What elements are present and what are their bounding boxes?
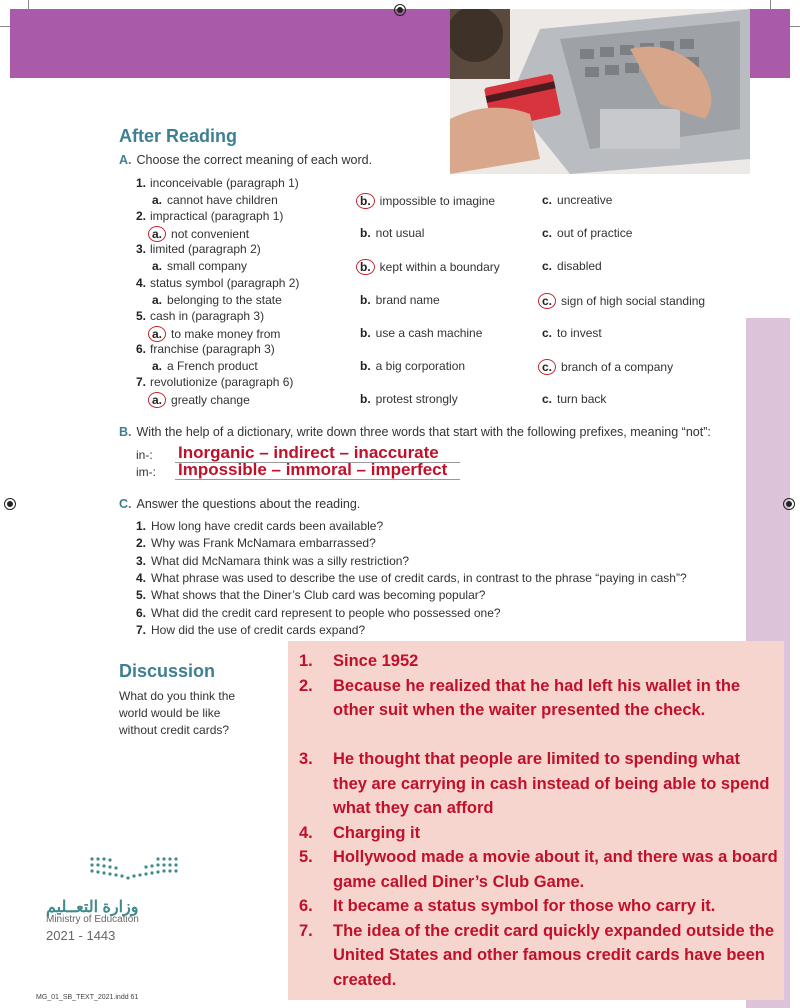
question-number: 1. [136,519,147,533]
option-letter: b. [356,193,375,209]
answer-number: 7. [299,921,313,940]
option-letter: a. [148,226,166,242]
option-text: branch of a company [561,360,674,374]
vocab-option-c [542,326,602,340]
answer-line [175,479,460,480]
reading-question [136,606,501,620]
vocab-option-b [360,326,482,340]
option-text: not convenient [171,227,250,241]
vocab-option-b [360,359,465,373]
vocab-option-b-circled [360,193,495,209]
crop-mark [770,0,771,10]
crop-mark [790,26,800,27]
option-text: out of practice [557,226,633,240]
vocab-number: 5. [136,309,147,323]
answer-box [288,641,784,1000]
option-letter: c. [538,359,556,375]
option-letter: c. [542,193,553,207]
option-text: a French product [167,359,258,373]
prefix-im-answer: Impossible – immoral – imperfect [178,460,448,479]
vocab-option-c [542,193,612,207]
question-number: 3. [136,554,147,568]
vocab-option-c [542,392,606,406]
crop-mark [28,0,29,10]
ministry-logo [88,854,180,895]
answer-text: Hollywood made a movie about it, and there was a board game called Diner’s Club Game. [333,848,778,891]
vocab-number: 2. [136,209,147,223]
reading-question [136,554,409,568]
option-letter: a. [152,293,163,307]
discussion-prompt: What do you think the world would be like without credit cards? [119,689,236,737]
question-text: How long have credit cards been available? [151,519,384,533]
file-label: MG_01_SB_TEXT_2021.indd 61 [36,994,139,1001]
vocab-option-a-circled [152,326,280,342]
option-text: to make money from [171,327,281,341]
option-letter: c. [542,226,553,240]
answer-number: 6. [299,897,313,915]
registration-mark-left [4,498,16,510]
section-c-instruction [119,497,360,511]
prefix-in-label: in-: [136,448,153,462]
answer-number: 2. [299,676,313,695]
after-reading-heading: After Reading [119,126,238,146]
question-number: 5. [136,588,147,602]
reading-question [136,519,383,533]
section-a-text: Choose the correct meaning of each word. [136,153,373,167]
option-text: cannot have children [167,193,278,207]
vocab-term [136,375,293,389]
option-text: greatly change [171,393,250,407]
question-text: What phrase was used to describe the use of credit cards, in contrast to the phrase “paying in cash”? [151,571,687,585]
answer-text: Charging it [333,823,421,842]
vocab-term [136,309,264,323]
vocab-option-c-circled [542,293,705,309]
option-letter: b. [360,359,371,373]
vocab-term [136,342,275,356]
answer-number: 3. [299,750,313,768]
vocab-number: 7. [136,375,147,389]
edition-year: 2021 - 1443 [46,928,116,943]
option-text: turn back [557,392,607,406]
ministry-name-english: Ministry of Education [46,914,139,925]
registration-mark-right [783,498,795,510]
section-c-letter: C. [119,497,132,511]
vocab-option-a [152,293,282,307]
vocab-term [136,276,299,290]
vocab-option-b-circled [360,259,500,275]
vocab-term-text: inconceivable (paragraph 1) [150,176,299,190]
question-text: What did McNamara think was a silly restriction? [151,554,410,568]
vocab-term-text: revolutionize (paragraph 6) [150,375,294,389]
option-text: protest strongly [375,392,458,406]
vocab-term [136,242,261,256]
answer-text: It became a status symbol for those who carry it. [333,897,716,915]
section-a-letter: A. [119,153,132,167]
reading-question [136,623,365,637]
option-text: use a cash machine [375,326,483,340]
section-b-letter: B. [119,425,132,439]
vocab-term-text: limited (paragraph 2) [150,242,261,256]
vocab-option-a [152,193,278,207]
option-letter: a. [152,359,163,373]
question-number: 7. [136,623,147,637]
option-text: kept within a boundary [379,260,500,274]
discussion-heading: Discussion [119,661,216,681]
answer-text: Because he realized that he had left his wallet in the other suit when the waiter presented the check. [333,676,741,719]
option-letter: a. [148,392,166,408]
question-text: What shows that the Diner’s Club card was becoming popular? [151,588,486,602]
ministry-name-arabic: وزارة التعــليم [46,899,139,916]
vocab-term [136,176,299,190]
option-text: belonging to the state [167,293,282,307]
question-text: Why was Frank McNamara embarrassed? [151,536,376,550]
prefix-in-answer: Inorganic – indirect – inaccurate [178,443,439,462]
reading-question [136,536,376,550]
option-text: disabled [557,259,602,273]
option-letter: b. [360,293,371,307]
option-text: impossible to imagine [379,194,496,208]
reading-question [136,571,687,585]
question-number: 4. [136,571,147,585]
option-text: a big corporation [375,359,466,373]
answer-text: He thought that people are limited to spending what they are carrying in cash instead of being able to spend what they can afford [333,750,770,817]
option-letter: c. [542,392,553,406]
option-text: uncreative [557,193,613,207]
option-letter: c. [542,326,553,340]
vocab-option-b [360,293,440,307]
vocab-option-b [360,392,458,406]
header-photo-laptop-credit-card [450,9,750,174]
vocab-term-text: franchise (paragraph 3) [150,342,275,356]
question-text: How did the use of credit cards expand? [151,623,366,637]
vocab-number: 6. [136,342,147,356]
vocab-option-c-circled [542,359,673,375]
vocab-number: 3. [136,242,147,256]
option-text: brand name [375,293,440,307]
option-letter: a. [152,259,163,273]
option-text: small company [167,259,248,273]
answer-number: 4. [299,823,313,842]
option-letter: c. [538,293,556,309]
option-letter: b. [360,326,371,340]
vocab-term-text: cash in (paragraph 3) [150,309,265,323]
answer-text: Since 1952 [333,652,419,670]
answer-text: The idea of the credit card quickly expanded outside the United States and other famous credit cards have been created. [333,921,775,989]
option-letter: c. [542,259,553,273]
vocab-option-a-circled [152,392,250,408]
option-letter: b. [356,259,375,275]
vocab-option-a [152,359,258,373]
option-text: to invest [557,326,602,340]
vocab-term-text: status symbol (paragraph 2) [150,276,300,290]
option-letter: a. [148,326,166,342]
vocab-option-b [360,226,424,240]
question-text: What did the credit card represent to people who possessed one? [151,606,501,620]
option-text: sign of high social standing [561,294,706,308]
vocab-option-a [152,259,247,273]
section-b-text: With the help of a dictionary, write down three words that start with the following prefixes, meaning “not”: [136,425,711,439]
vocab-number: 1. [136,176,147,190]
vocab-term [136,209,283,223]
vocab-number: 4. [136,276,147,290]
option-letter: a. [152,193,163,207]
registration-mark-top [394,4,406,16]
section-c-text: Answer the questions about the reading. [136,497,361,511]
section-a-instruction [119,153,372,167]
vocab-option-a-circled [152,226,249,242]
option-text: not usual [375,226,425,240]
prefix-im-label: im-: [136,465,156,479]
vocab-term-text: impractical (paragraph 1) [150,209,284,223]
answer-number: 5. [299,848,313,866]
answer-number: 1. [299,652,313,670]
crop-mark [0,26,10,27]
vocab-option-c [542,226,632,240]
question-number: 6. [136,606,147,620]
option-letter: b. [360,226,371,240]
reading-question [136,588,485,602]
question-number: 2. [136,536,147,550]
section-b-instruction [119,425,711,439]
option-letter: b. [360,392,371,406]
vocab-option-c [542,259,602,273]
